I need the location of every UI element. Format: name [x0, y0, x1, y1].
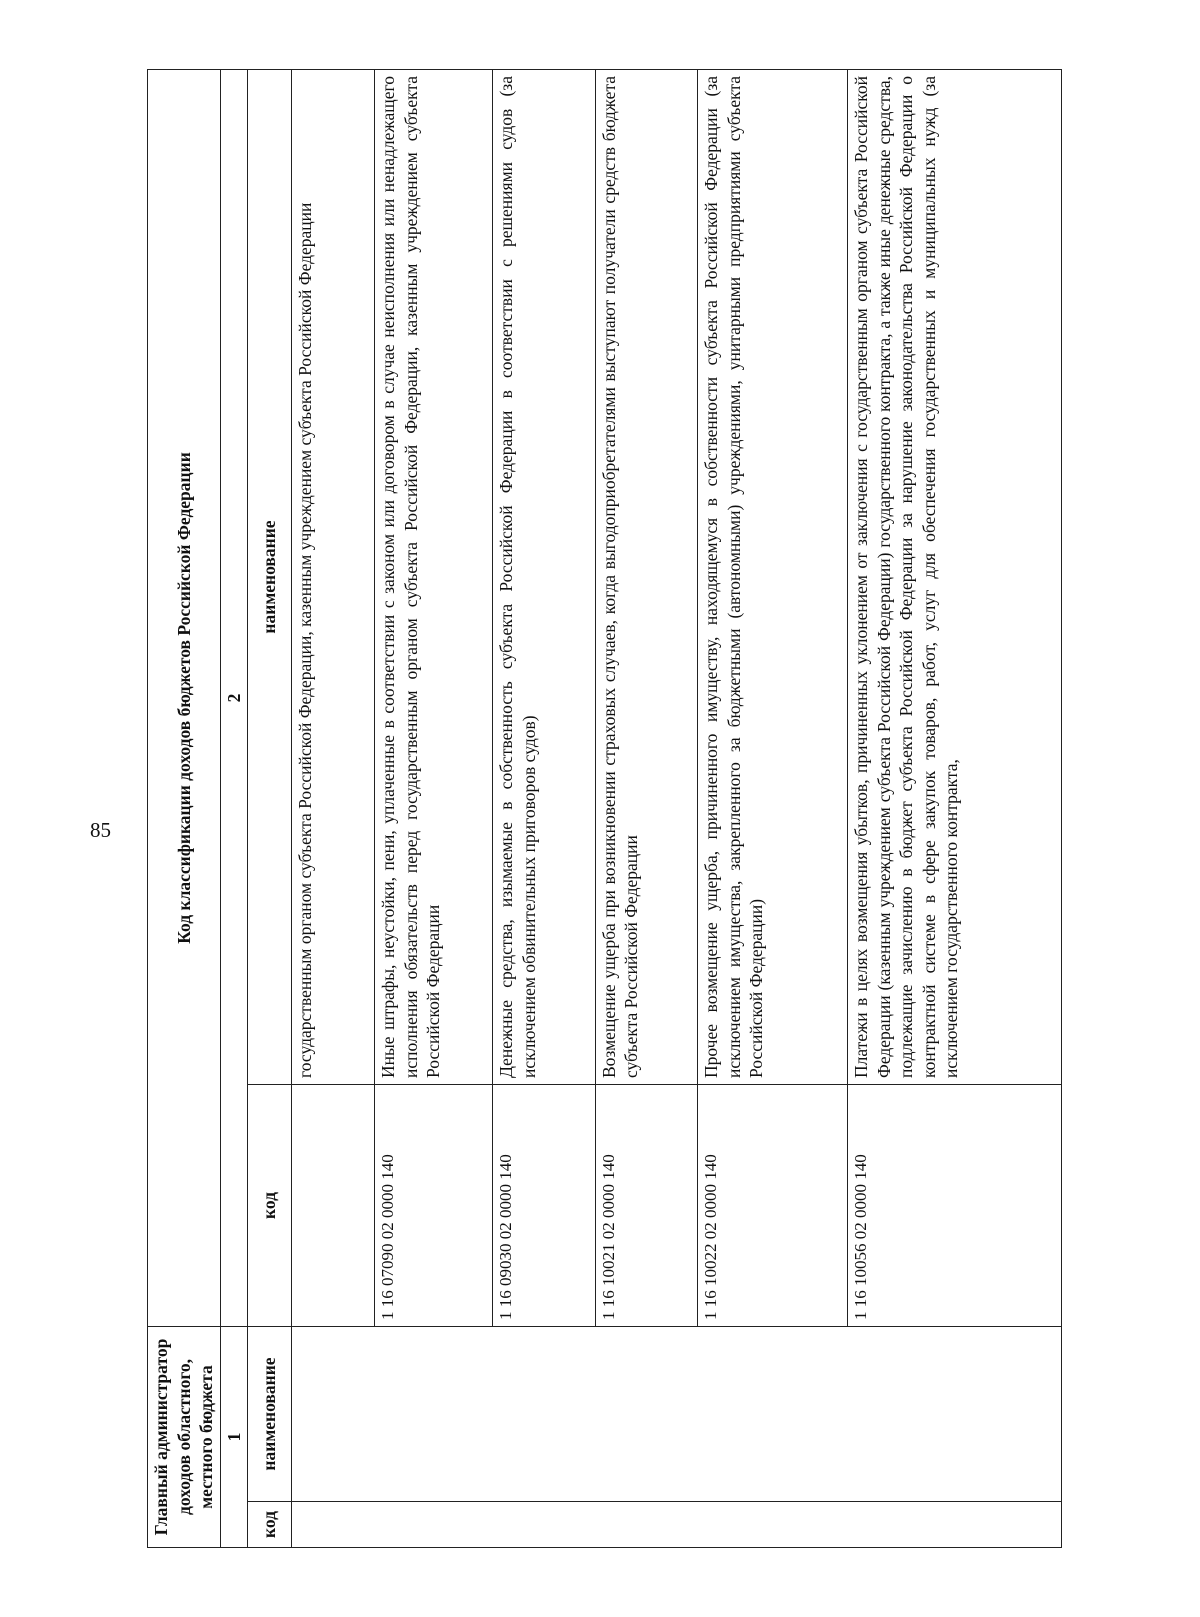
classification-name: Возмещение ущерба при возникновении страховых случаев, когда выгодоприобретателями выступают получатели средств бюджета субъекта Российской Федерации [595, 70, 698, 1085]
table-row [595, 70, 698, 1548]
subheader-code-2: код [248, 1085, 292, 1327]
classification-name: государственным органом субъекта Российской Федерации, казенным учреждением субъекта Российской Федерации [292, 70, 375, 1085]
header-group-administrator: Главный администратор доходов областного, местного бюджета [148, 1327, 221, 1548]
column-number-1: 1 [220, 1327, 248, 1548]
header-group-classification: Код классификации доходов бюджетов Российской Федерации [148, 70, 221, 1327]
table-row [698, 70, 848, 1548]
classification-code: 1 16 09030 02 0000 140 [493, 1085, 596, 1327]
table-row [292, 70, 375, 1548]
classification-code: 1 16 10021 02 0000 140 [595, 1085, 698, 1327]
page-number: 85 [90, 818, 111, 842]
admin-code-cell [292, 1502, 1062, 1548]
classification-code: 1 16 10056 02 0000 140 [848, 1085, 1062, 1327]
classification-name: Иные штрафы, неустойки, пени, уплаченные в соответствии с законом или договором в случае неисполнения или ненадлежащего исполнения обязательств перед государственным органом субъекта Российской Федерации, казенным учреждением субъекта Российской Федерации [375, 70, 493, 1085]
table-row [375, 70, 493, 1548]
classification-code: 1 16 07090 02 0000 140 [375, 1085, 493, 1327]
rotated-table-container [147, 70, 1062, 1548]
subheader-name-1: наименование [248, 1327, 292, 1502]
classification-code: 1 16 10022 02 0000 140 [698, 1085, 848, 1327]
classification-code [292, 1085, 375, 1327]
revenue-classification-table [147, 69, 1062, 1548]
subheader-code-1: код [248, 1502, 292, 1548]
subheader-name-2: наименование [248, 70, 292, 1085]
column-number-2: 2 [220, 70, 248, 1327]
classification-name: Платежи в целях возмещения убытков, причиненных уклонением от заключения с государственным органом субъекта Российской Федерации (казенным учреждением субъекта Российской Федерации) государственного контракта, а также иные денежные средства, подлежащие зачислению в бюджет субъекта Российской Федерации за нарушение законодательства Российской Федерации о контрактной системе в сфере закупок товаров, работ, услуг для обеспечения государственных и муниципальных нужд (за исключением государственного контракта, [848, 70, 1062, 1085]
classification-name: Прочее возмещение ущерба, причиненного имуществу, находящемуся в собственности субъекта Российской Федерации (за исключением имущества, закрепленного за бюджетными (автономными) учреждениями, унитарными предприятиями субъекта Российской Федерации) [698, 70, 848, 1085]
table-row [848, 70, 1062, 1548]
admin-name-cell [292, 1327, 1062, 1502]
classification-name: Денежные средства, изымаемые в собственность субъекта Российской Федерации в соответствии с решениями судов (за исключением обвинительных приговоров судов) [493, 70, 596, 1085]
table-row [493, 70, 596, 1548]
